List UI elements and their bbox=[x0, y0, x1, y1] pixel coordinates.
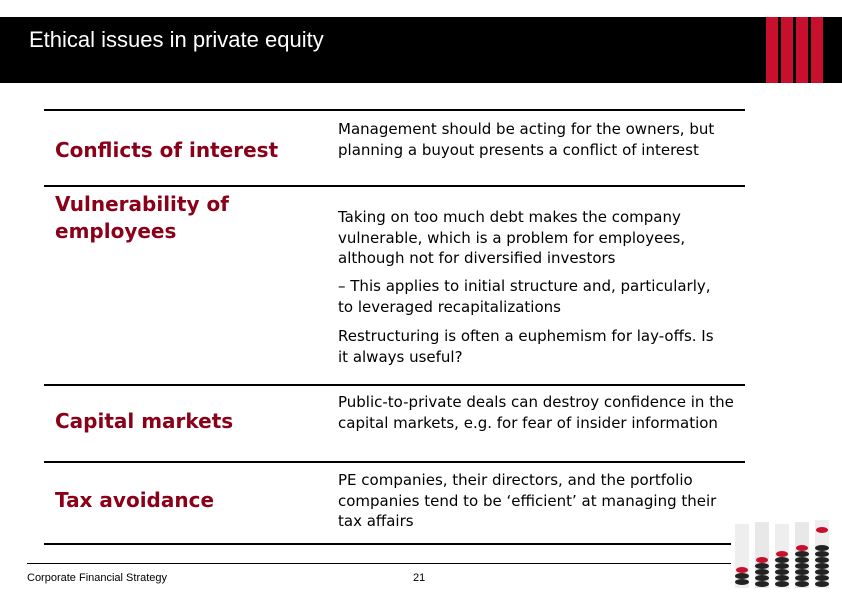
footer-rule bbox=[27, 563, 733, 564]
logo-bars bbox=[766, 17, 832, 83]
row-label-conflicts: Conflicts of interest bbox=[55, 138, 279, 162]
stacked-coins-image bbox=[731, 518, 835, 592]
logo-bar bbox=[766, 17, 778, 83]
row-text-conflicts: Management should be acting for the owners, but planning a buyout presents a conflict of interest bbox=[338, 120, 715, 159]
row-subtext-recap: – This applies to initial structure and, particularly, to leveraged recapitalizations bbox=[338, 277, 711, 316]
row-label-vulnerability: Vulnerability of employees bbox=[55, 192, 229, 243]
row-text-vulnerability: Taking on too much debt makes the company vulnerable, which is a problem for employees, although not for diversified investors bbox=[338, 208, 686, 267]
row-label-capital-markets: Capital markets bbox=[55, 409, 234, 433]
table-rule bbox=[44, 461, 745, 463]
logo-bar bbox=[796, 17, 808, 83]
row-label-tax: Tax avoidance bbox=[55, 488, 215, 512]
logo-bar bbox=[811, 17, 823, 83]
table-rule bbox=[44, 543, 745, 545]
logo-bar bbox=[781, 17, 793, 83]
page-title: Ethical issues in private equity bbox=[29, 27, 324, 52]
table-rule bbox=[44, 185, 745, 187]
page-number: 21 bbox=[413, 572, 426, 584]
table-rule bbox=[44, 109, 745, 111]
row-subtext-restructuring: Restructuring is often a euphemism for lay-offs. Is it always useful? bbox=[338, 327, 714, 366]
footer-course: Corporate Financial Strategy bbox=[27, 572, 168, 584]
table-rule bbox=[44, 384, 745, 386]
row-text-capital-markets: Public-to-private deals can destroy confidence in the capital markets, e.g. for fear of insider information bbox=[338, 393, 734, 432]
row-text-tax: PE companies, their directors, and the portfolio companies tend to be ‘efficient’ at managing their tax affairs bbox=[338, 471, 717, 530]
